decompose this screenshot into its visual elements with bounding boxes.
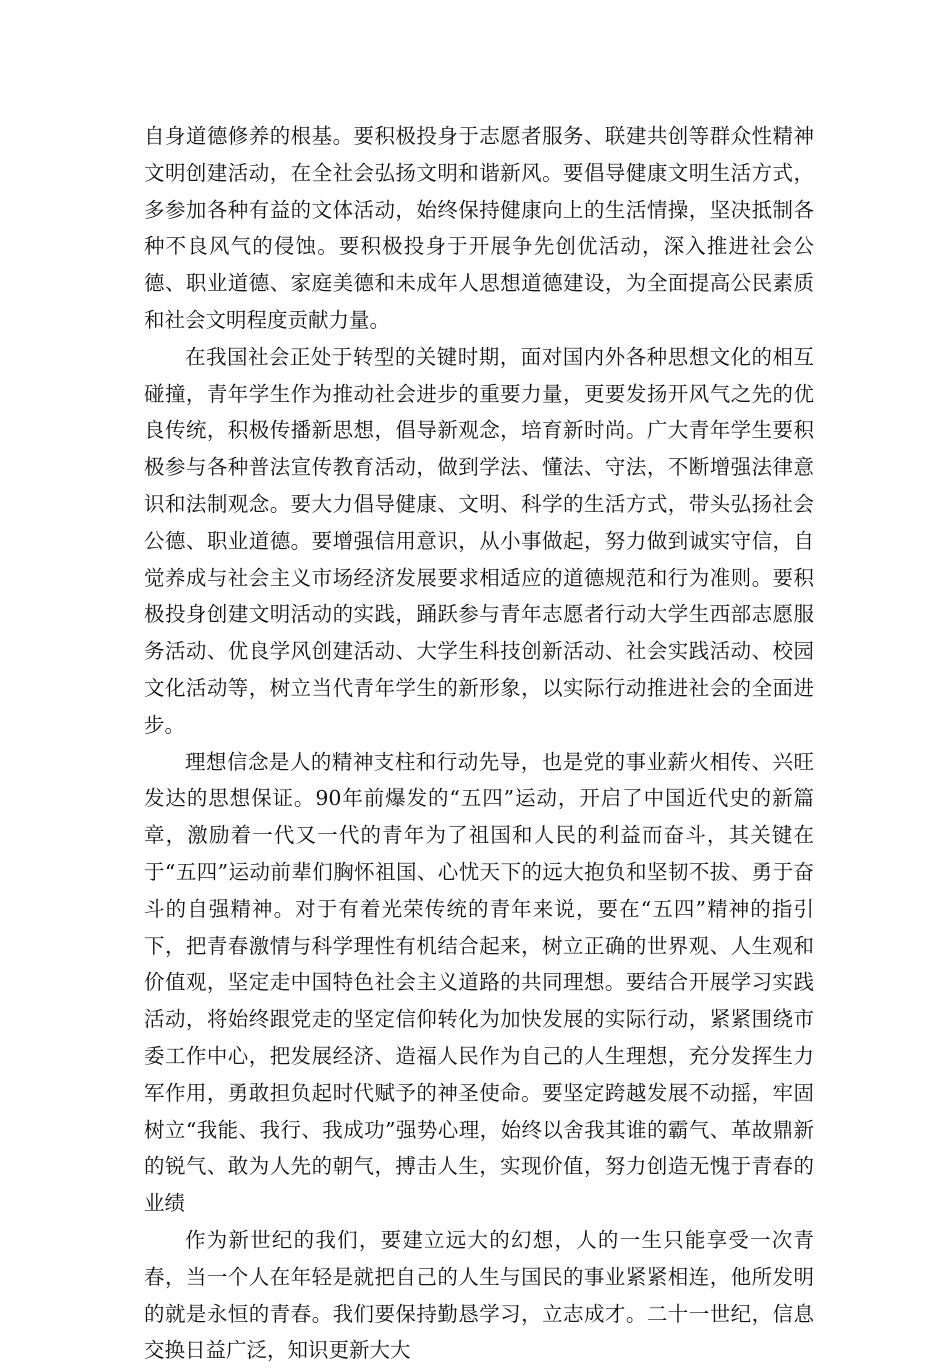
paragraph-2: 在我国社会正处于转型的关键时期，面对国内外各种思想文化的相互碰撞，青年学生作为推动社会进步的重要力量，更要发扬开风气之先的优良传统，积极传播新思想，倡导新观念，培育新时尚。广大青年学生要积极参与各种普法宣传教育活动，做到学法、懂法、守法，不断增强法律意识和法制观念。要大力倡导健康、文明、科学的生活方式，带头弘扬社会公德、职业道德。要增强信用意识，从小事做起，努力做到诚实守信，自觉养成与社会主义市场经济发展要求相适应的道德规范和行为准则。要积极投身创建文明活动的实践，踊跃参与青年志愿者行动大学生西部志愿服务活动、优良学风创建活动、大学生科技创新活动、社会实践活动、校园文化活动等，树立当代青年学生的新形象，以实际行动推进社会的全面进步。 (144, 344, 814, 737)
paragraph-1: 自身道德修养的根基。要积极投身于志愿者服务、联建共创等群众性精神文明创建活动，在全社会弘扬文明和谐新风。要倡导健康文明生活方式，多参加各种有益的文体活动，始终保持健康向上的生活情操，坚决抵制各种不良风气的侵蚀。要积极投身于开展争先创优活动，深入推进社会公德、职业道德、家庭美德和未成年人思想道德建设，为全面提高公民素质和社会文明程度贡献力量。 (144, 124, 814, 332)
body-text (144, 118, 814, 1369)
paragraph-4: 作为新世纪的我们，要建立远大的幻想，人的一生只能享受一次青春，当一个人在年轻是就把自己的人生与国民的事业紧紧相连，他所发明的就是永恒的青春。我们要保持勤恳学习，立志成才。二十一世纪，信息交换日益广泛，知识更新大大 (144, 1227, 814, 1363)
paragraph-3: 理想信念是人的精神支柱和行动先导，也是党的事业薪火相传、兴旺发达的思想保证。90年前爆发的“五四”运动，开启了中国近代史的新篇章，激励着一代又一代的青年为了祖国和人民的利益而奋斗，其关键在于“五四”运动前辈们胸怀祖国、心忧天下的远大抱负和坚韧不拔、勇于奋斗的自强精神。对于有着光荣传统的青年来说，要在“五四”精神的指引下，把青春激情与科学理性有机结合起来，树立正确的世界观、人生观和价值观，坚定走中国特色社会主义道路的共同理想。要结合开展学习实践活动，将始终跟党走的坚定信仰转化为加快发展的实际行动，紧紧围绕市委工作中心，把发展经济、造福人民作为自己的人生理想，充分发挥生力军作用，勇敢担负起时代赋予的神圣使命。要坚定跨越发展不动摇，牢固树立“我能、我行、我成功”强势心理，始终以舍我其谁的霸气、革故鼎新的锐气、敢为人先的朝气，搏击人生，实现价值，努力创造无愧于青春的业绩 (144, 749, 814, 1216)
